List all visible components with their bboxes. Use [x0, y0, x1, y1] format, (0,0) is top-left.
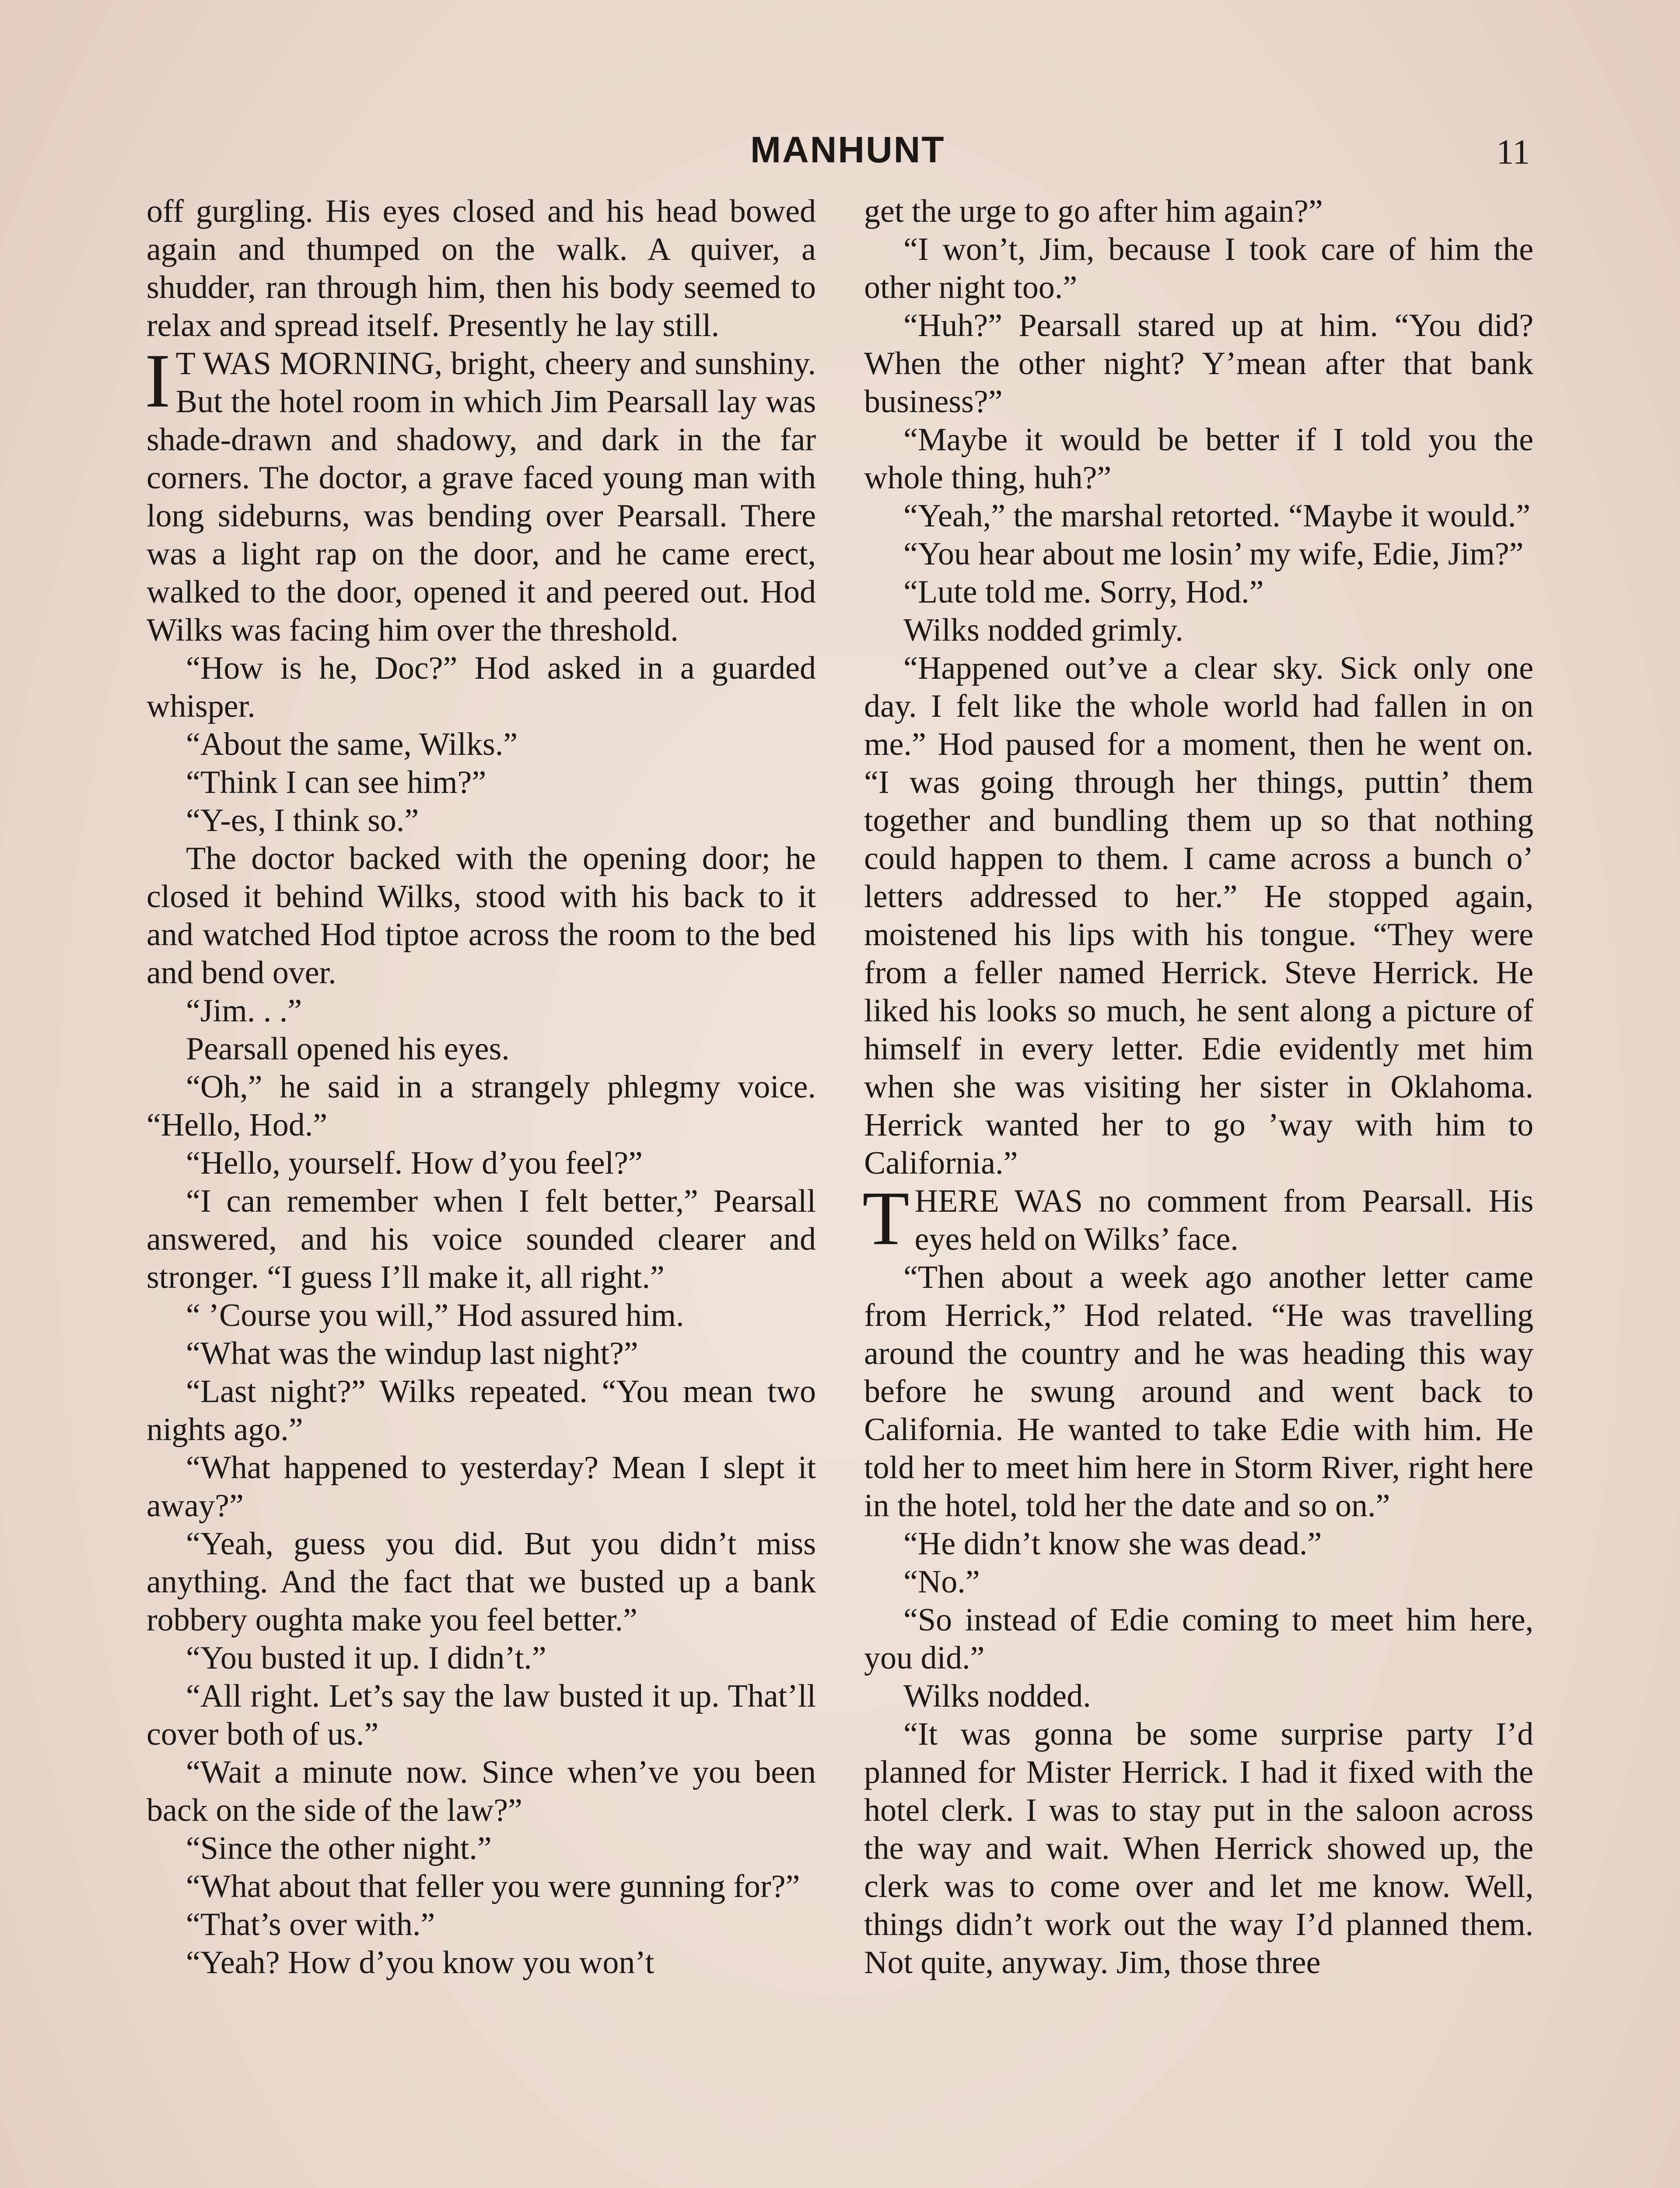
paragraph: get the urge to go after him again?” [864, 193, 1323, 229]
section-opening-paragraph [145, 338, 816, 649]
paragraph: “Yeah,” the marshal retorted. “Maybe it would.” [903, 498, 1530, 534]
lead-in: T WAS MORNING, [175, 346, 443, 382]
paragraph-text: no comment from Pearsall. His eyes held on Wilks’ face. [914, 1183, 1533, 1257]
paragraph: “Maybe it would be better if I told you the whole thing, huh?” [864, 422, 1533, 496]
paragraph: “Yeah, guess you did. But you didn’t miss anything. And the fact that we busted up a bank robbery oughta make you feel better.” [147, 1526, 816, 1638]
paragraph: Pearsall opened his eyes. [186, 1031, 510, 1067]
paragraph: “Think I can see him?” [186, 764, 486, 800]
drop-cap: T [862, 1176, 910, 1261]
paragraph: “Hello, yourself. How d’you feel?” [186, 1145, 643, 1181]
paragraph: Wilks nodded grimly. [903, 612, 1183, 648]
paragraph: “He didn’t know she was dead.” [903, 1526, 1322, 1562]
paragraph: Wilks nodded. [903, 1678, 1091, 1714]
paragraph: off gurgling. His eyes closed and his head bowed again and thumped on the walk. A quiver, a shudder, ran through him, then his body seemed to relax and spread itself. Presently he lay still. [147, 193, 816, 344]
drop-cap: I [145, 338, 171, 424]
paragraph: “So instead of Edie coming to meet him here, you did.” [864, 1602, 1533, 1676]
paragraph: “What happened to yesterday? Mean I slept it away?” [147, 1450, 816, 1524]
section-opening-paragraph [862, 1176, 1533, 1261]
paragraph: “What was the windup last night?” [186, 1336, 638, 1371]
lead-in: HERE WAS [914, 1183, 1083, 1219]
paragraph: The doctor backed with the opening door; he closed it behind Wilks, stood with his back to it and watched Hod tiptoe across the room to the bed and bend over. [147, 841, 816, 991]
right-text-column [864, 193, 1533, 1982]
paragraph: “Huh?” Pearsall stared up at him. “You did? When the other night? Y’mean after that bank business?” [864, 308, 1533, 420]
paragraph: “Happened out’ve a clear sky. Sick only one day. I felt like the whole world had fallen in on me.” Hod paused for a moment, then he went on. “I was going through her things, puttin’ them together and bundling them up so that nothing could happen to them. I came across a bunch o’ letters addressed to her.” He stopped again, moistened his lips with his tongue. “They were from a feller named Herrick. Steve Herrick. He liked his looks so much, he sent along a picture of himself in every letter. Edie evidently met him when she was visiting her sister in Oklahoma. Herrick wanted her to go ’way with him to California.” [864, 650, 1533, 1181]
paragraph: “I can remember when I felt better,” Pearsall answered, and his voice sounded clearer and stronger. “I guess I’ll make it, all right.” [147, 1183, 816, 1295]
paragraph: “All right. Let’s say the law busted it up. That’ll cover both of us.” [147, 1678, 816, 1752]
paragraph: “Oh,” he said in a strangely phlegmy voice. “Hello, Hod.” [147, 1069, 816, 1143]
paragraph: “Lute told me. Sorry, Hod.” [903, 574, 1264, 610]
paragraph: “Y-es, I think so.” [186, 803, 419, 838]
left-text-column [147, 193, 816, 1982]
running-head-title: MANHUNT [750, 129, 945, 170]
paragraph: “Jim. . .” [186, 993, 302, 1029]
paragraph: “That’s over with.” [186, 1907, 435, 1943]
paragraph: “No.” [903, 1564, 980, 1600]
paragraph: “About the same, Wilks.” [186, 726, 518, 762]
paragraph: “Wait a minute now. Since when’ve you been back on the side of the law?” [147, 1754, 816, 1828]
paragraph: “It was gonna be some surprise party I’d planned for Mister Herrick. I had it fixed with the hotel clerk. I was to stay put in the saloon across the way and wait. When Herrick showed up, the clerk was to come over and let me know. Well, things didn’t work out the way I’d planned them. Not quite, anyway. Jim, those three [864, 1716, 1533, 1981]
paragraph: “How is he, Doc?” Hod asked in a guarded whisper. [147, 650, 816, 724]
page-number: 11 [1496, 133, 1530, 172]
paragraph: “Yeah? How d’you know you won’t [186, 1945, 654, 1981]
paragraph: “Last night?” Wilks repeated. “You mean two nights ago.” [147, 1374, 816, 1448]
paragraph-text: bright, cheery and sunshiny. But the hotel room in which Jim Pearsall lay was shade-drawn and shadowy, and dark in the far corners. The doctor, a grave faced young man with long sideburns, was bending over Pearsall. There was a light rap on the door, and he came erect, walked to the door, opened it and peered out. Hod Wilks was facing him over the threshold. [147, 346, 816, 648]
paragraph: “I won’t, Jim, because I took care of him the other night too.” [864, 231, 1533, 305]
paragraph: “You hear about me losin’ my wife, Edie, Jim?” [903, 536, 1524, 572]
paragraph: “You busted it up. I didn’t.” [186, 1640, 546, 1676]
paragraph: “What about that feller you were gunning for?” [186, 1869, 800, 1904]
paragraph: “Then about a week ago another letter came from Herrick,” Hod related. “He was travelling around the country and he was heading this way before he swung around and went back to California. He wanted to take Edie with him. He told her to meet him here in Storm River, right here in the hotel, told her the date and so on.” [864, 1259, 1533, 1524]
paragraph: “Since the other night.” [186, 1830, 492, 1866]
paragraph: “ ’Course you will,” Hod assured him. [186, 1297, 684, 1333]
